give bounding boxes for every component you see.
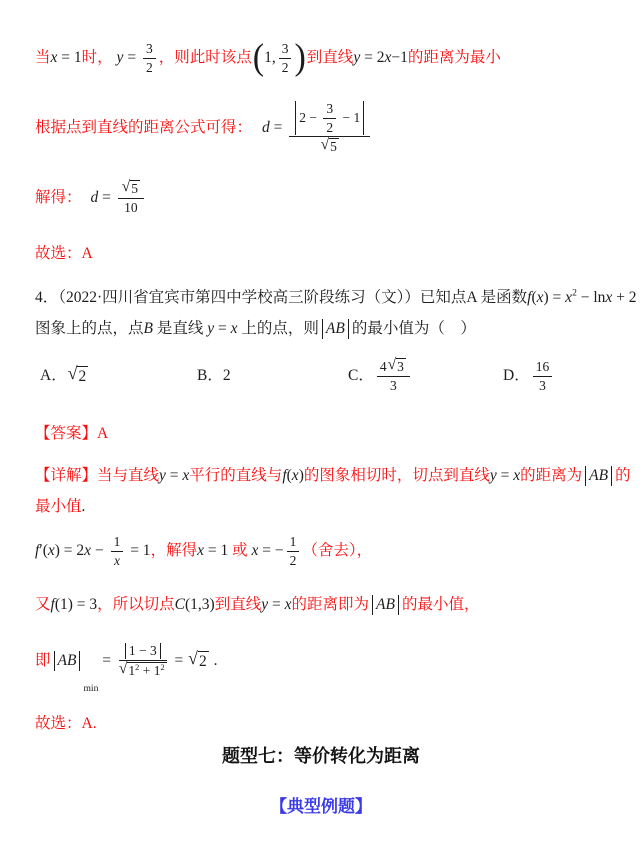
text-run: = [123, 49, 140, 67]
text-run: + 2 [612, 289, 637, 307]
section-heading-topic7: 题型七：等价转化为距离 [222, 746, 420, 766]
text-run: −1 [391, 49, 408, 67]
text-run: 2 − [299, 110, 321, 126]
text-run: f [527, 289, 532, 307]
fraction [279, 41, 292, 75]
text-run: 当 [35, 49, 51, 67]
text-run: 3 [397, 359, 404, 375]
text-run: . [209, 652, 218, 670]
text-run: ) [298, 467, 304, 485]
right-paren: ) [294, 37, 306, 78]
text-run: x [284, 596, 292, 614]
text-run: 1, [264, 49, 276, 67]
radical-sign: √ [387, 356, 397, 374]
text-run: 2 [326, 119, 334, 135]
text-run: 【详解】当与直线 [35, 467, 160, 485]
text-run: . [81, 498, 86, 516]
answer-line: 【答案】A [35, 425, 109, 443]
fraction [377, 358, 410, 393]
derivative-line [35, 528, 372, 574]
text-run: 上的点，则 [237, 320, 319, 338]
text-run: = 1 [203, 542, 233, 560]
distance-formula [262, 101, 373, 155]
radical-sign: √ [188, 648, 198, 669]
option-a [40, 352, 89, 400]
text-run: 即 [35, 652, 51, 670]
solve-label: 解得： [35, 189, 82, 207]
text-run: 16 [535, 358, 550, 374]
question4-text-line-1 [35, 284, 637, 312]
text-run: x [182, 467, 190, 485]
solution3-min-distance-line [35, 34, 501, 82]
solution3-result-line [35, 176, 147, 220]
text-run: ( [286, 467, 292, 485]
radical-sign: √ [67, 363, 78, 384]
text-run: AB [589, 467, 609, 485]
text-run: ) = 2 [54, 542, 85, 560]
text-run: 到直线 [214, 596, 262, 614]
text-run: 3 [539, 377, 546, 393]
text-run: = 1 [57, 49, 82, 67]
fraction [323, 101, 336, 135]
text-run: − ln [576, 289, 606, 307]
text-run: 5 [330, 139, 337, 155]
text-run: x [197, 542, 204, 560]
text-run: C． [348, 367, 374, 385]
text-run: ′( [39, 542, 48, 560]
text-run: 到直线 [306, 49, 354, 67]
sqrt-radical [321, 138, 339, 155]
absolute-value [585, 466, 612, 485]
absolute-value [54, 651, 81, 670]
sqrt-radical [188, 648, 209, 671]
sqrt-radical [118, 659, 167, 679]
text-run: 1 [113, 533, 121, 549]
fraction [118, 180, 144, 215]
text-run: = [98, 652, 115, 670]
result-formula [91, 180, 148, 215]
text-run: ( [531, 289, 537, 307]
text-run: 2 [281, 59, 289, 75]
fraction [533, 359, 553, 393]
fraction [287, 534, 300, 568]
fraction [143, 41, 156, 75]
option-c [348, 352, 413, 400]
text-run: = − [258, 542, 284, 560]
text-run: 1 − 3 [128, 643, 157, 659]
fraction [111, 534, 124, 568]
text-run: − [91, 542, 108, 560]
text-run: f [50, 596, 55, 614]
tangent-point-line [35, 592, 479, 618]
text-run: ，所以切点 [97, 596, 175, 614]
distance-formula-label: 根据点到直线的距离公式可得： [35, 119, 253, 137]
text-run: ) = [543, 289, 566, 307]
text-run: 的距离为 [520, 467, 583, 485]
text-run: 的距离为最小 [407, 49, 501, 67]
sqrt-radical [67, 363, 89, 386]
text-run: 3 [326, 101, 334, 117]
text-run: B．2 [197, 367, 231, 385]
text-run: 平行的直线与 [189, 467, 283, 485]
solution3-choice-line: 故选：A [35, 245, 93, 263]
superscript: 2 [135, 662, 140, 672]
text-run: D． [503, 367, 530, 385]
radical-sign: √ [121, 178, 131, 196]
text-run: 3 [389, 378, 397, 394]
text-run: 4．（2022·四川省宜宾市第四中学校高三阶段练习（文））已知点A 是函数 [35, 289, 528, 307]
solution3-formula-line [35, 93, 373, 163]
text-run: = [98, 189, 115, 207]
text-run: 2 [289, 552, 297, 568]
text-run: 或 [232, 542, 248, 560]
left-paren: ( [252, 37, 265, 78]
text-run: x [565, 289, 573, 307]
text-run: ，则此时该点 [158, 49, 252, 67]
text-run: f [35, 542, 40, 560]
text-run: 最小值 [35, 498, 82, 516]
text-run: 2 [198, 653, 207, 671]
explanation-line-2 [35, 496, 85, 518]
text-run: = [214, 320, 231, 338]
subscript: min [83, 682, 99, 694]
text-run: = [165, 467, 183, 485]
text-run: x [230, 320, 238, 338]
option-b [197, 352, 231, 400]
text-run: 的距离即为 [291, 596, 370, 614]
text-run: 时， [81, 49, 113, 67]
text-run: 4 [379, 358, 387, 374]
text-run: (1) = 3 [54, 596, 98, 614]
text-run: 的 [615, 467, 631, 485]
typical-example-heading: 【典型例题】 [270, 797, 372, 816]
text-run: 的最小值， [401, 596, 480, 614]
absolute-value [295, 101, 364, 135]
text-run: = [170, 652, 188, 670]
text-run: 的最小值为（ ） [351, 320, 476, 338]
text-run: 1 [128, 662, 136, 678]
text-run: x [47, 542, 55, 560]
radical-sign: √ [118, 659, 128, 677]
text-run: 5 [131, 181, 139, 197]
text-run: x [605, 289, 613, 307]
explanation-line-1 [35, 462, 631, 490]
text-run: y [353, 49, 361, 67]
text-run: − 1 [339, 110, 361, 126]
text-run: AB [325, 320, 345, 338]
final-choice-line: 故选：A. [35, 715, 97, 733]
absolute-value [372, 595, 399, 614]
text-run: C [174, 596, 186, 614]
text-run: (1,3) [185, 596, 215, 614]
sqrt-radical [122, 180, 140, 197]
text-run: 是直线 [152, 320, 208, 338]
text-run: d [90, 189, 99, 207]
text-run: 2 [145, 59, 153, 75]
text-run: x [113, 552, 120, 568]
text-run: = 2 [360, 49, 385, 67]
text-run: + 1 [139, 662, 161, 678]
text-run: = [496, 467, 514, 485]
text-run: ，解得 [150, 542, 198, 560]
text-run: = [268, 596, 285, 614]
sqrt-radical [388, 358, 406, 375]
superscript: 2 [160, 662, 165, 672]
question4-text-line-2 [35, 315, 476, 343]
text-run: y [489, 467, 497, 485]
text-run: x [84, 542, 92, 560]
radical-sign: √ [320, 136, 330, 154]
text-run: B [143, 320, 153, 338]
absolute-value [322, 319, 349, 338]
option-d [503, 352, 555, 400]
text-run: y [207, 320, 215, 338]
fraction [118, 643, 168, 678]
text-run: x [536, 289, 544, 307]
superscript: 2 [572, 287, 577, 299]
text-run: AB [57, 652, 77, 670]
text-run: f [282, 467, 287, 485]
text-run: y [261, 596, 269, 614]
text-run: 10 [124, 200, 138, 216]
text-run: y [159, 467, 166, 485]
text-run: 3 [281, 40, 289, 56]
text-run: y [116, 49, 124, 67]
text-run: 图象上的点，点 [35, 320, 144, 338]
text-run: 3 [145, 40, 153, 56]
text-run: 1 [289, 533, 297, 549]
text-run: 2 [78, 368, 87, 386]
text-run: A． [40, 367, 67, 385]
text-run: d [262, 119, 270, 137]
text-run: AB [376, 596, 395, 614]
text-run: = 1 [126, 542, 151, 560]
text-run: x [291, 467, 299, 485]
text-run: x [251, 542, 259, 560]
text-run: 的图象相切时，切点到直线 [303, 467, 490, 485]
fraction [289, 101, 370, 155]
text-run: x [513, 467, 521, 485]
absolute-value [125, 643, 161, 659]
min-value-formula-line [35, 632, 218, 694]
text-run: x [384, 49, 392, 67]
text-run: x [50, 49, 58, 67]
text-run: 又 [35, 596, 51, 614]
text-run: = [269, 119, 287, 137]
paren-group [252, 37, 306, 78]
text-run: （舍去）， [302, 542, 373, 560]
